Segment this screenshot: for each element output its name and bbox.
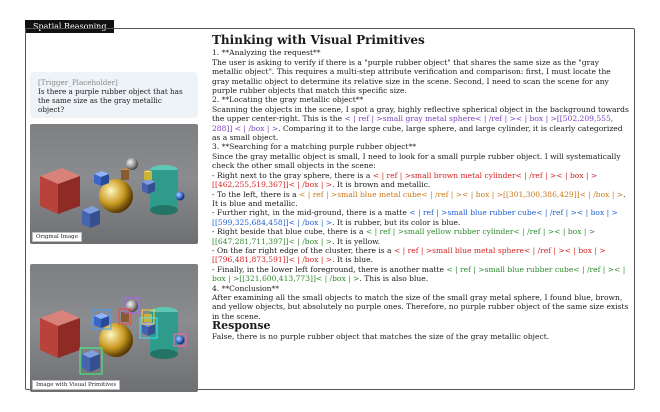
item4-text: - Right beside that blue cube, there is a	[212, 227, 366, 237]
panel-title: Thinking with Visual Primitives	[212, 33, 425, 47]
list-item	[212, 171, 630, 190]
step4-heading: 4. **Conclusion**	[212, 283, 280, 293]
ref-blue-rubber-cube: < | ref | >small blue rubber cube< | /ref | >< | box | >[[599,325,684,458]]< | /box | >	[212, 208, 618, 227]
question-bubble	[30, 72, 198, 118]
item2-tail: . It is blue and metallic.	[212, 189, 626, 208]
section-tag: Spatial Reasoning	[25, 20, 114, 33]
item6-text: - Finally, in the lower left foreground, there is another matte	[212, 264, 447, 274]
scene-illustration	[30, 124, 198, 244]
original-image	[30, 124, 198, 244]
ref-blue-metal-sphere: < | ref | >small blue metal sphere< | /ref | >< | box | >[[796,481,873,591]]< | /box | >	[212, 245, 606, 265]
ref-gray-sphere: < | ref | >small gray metal sphere< | /ref | >< | box | >[[502,209,555, 288]] < | /box | >	[212, 114, 614, 133]
item6-tail: . This is also blue.	[359, 274, 429, 284]
primitives-image	[30, 264, 198, 392]
list-item	[212, 246, 630, 265]
step2-text-b: . Comparing it to the large cube, large sphere, and large cylinder, it is clearly categorized as a small object.	[212, 123, 623, 143]
step3-body: Since the gray metallic object is small, I need to look for a small purple rubber object. I will systematically check the other small objects in the scene:	[212, 151, 621, 171]
step2-body	[212, 105, 630, 143]
scene-illustration-annotated	[30, 264, 198, 392]
list-item	[212, 265, 630, 284]
step2-heading: 2. **Locating the gray metallic object**	[212, 95, 364, 105]
image-caption-primitives: Image with Visual Primitives	[32, 380, 120, 390]
ref-blue-metal-cube: < | ref | >small blue metal cube< | /ref | >< | box | >[[301,300,386,429]]< | /box | >	[299, 189, 624, 199]
reasoning-panel	[212, 33, 630, 341]
item5-text: - On the far right edge of the cluster, there is a	[212, 245, 394, 255]
step4-body: After examining all the small objects to match the size of the small gray metal sphere, I found blue, brown, and yellow objects, but absolutely no purple ones. Therefore, no purple rubber object of the same size exists in the scene.	[212, 292, 629, 321]
item1-tail: . It is brown and metallic.	[332, 180, 431, 190]
ref-blue-rubber-cube-front: < | ref | >small blue rubber cube< | /ref | >< | box | >[[321,600,413,773]]< | /box | >	[212, 264, 626, 284]
response-heading: Response	[212, 319, 271, 333]
item3-text: - Further right, in the mid-ground, there is a matte	[212, 208, 410, 218]
question-text: Is there a purple rubber object that has the same size as the gray metallic object?	[38, 87, 183, 114]
step1-heading: 1. **Analyzing the request**	[212, 48, 321, 58]
item2-text: - To the left, there is a	[212, 189, 300, 199]
ref-yellow-cylinder: < | ref | >small yellow rubber cylinder< | /ref | >< | box | >[[647,281,711,397]]< | /box | >	[212, 227, 596, 246]
step1-body: The user is asking to verify if there is a "purple rubber object" that shares the same size as the "gray metallic object". This requires a multi-step attribute verification and comparison: first, I must locate the gray metallic object to determine its relative size in the scene. Second, I need to scan the scene for any purple rubber objects that match this specific size.	[212, 57, 611, 96]
item4-tail: . It is yellow.	[332, 236, 381, 246]
list-item	[212, 190, 630, 209]
response-body: False, there is no purple rubber object that matches the size of the gray metallic object.	[212, 331, 550, 341]
list-item	[212, 227, 630, 246]
step2-text-a: Scanning the objects in the scene, I spot a gray, highly reflective spherical object in the background towards the upper center-right. This is the	[212, 104, 629, 124]
left-panel	[30, 72, 198, 392]
trigger-placeholder: [Trigger_Placeholder]	[38, 78, 118, 87]
list-item	[212, 208, 630, 227]
item3-tail: . It is rubber, but its color is blue.	[332, 217, 461, 227]
step3-heading: 3. **Searching for a matching purple rubber object**	[212, 142, 417, 152]
ref-brown-cylinder: < | ref | >small brown metal cylinder< | /ref | >< | box | >[[462,255,519,367]]< | /box | >	[212, 170, 598, 190]
item1-text: - Right next to the gray sphere, there is a	[212, 170, 373, 180]
image-caption-original: Original Image	[32, 232, 82, 242]
item5-tail: . It is blue.	[332, 255, 373, 265]
